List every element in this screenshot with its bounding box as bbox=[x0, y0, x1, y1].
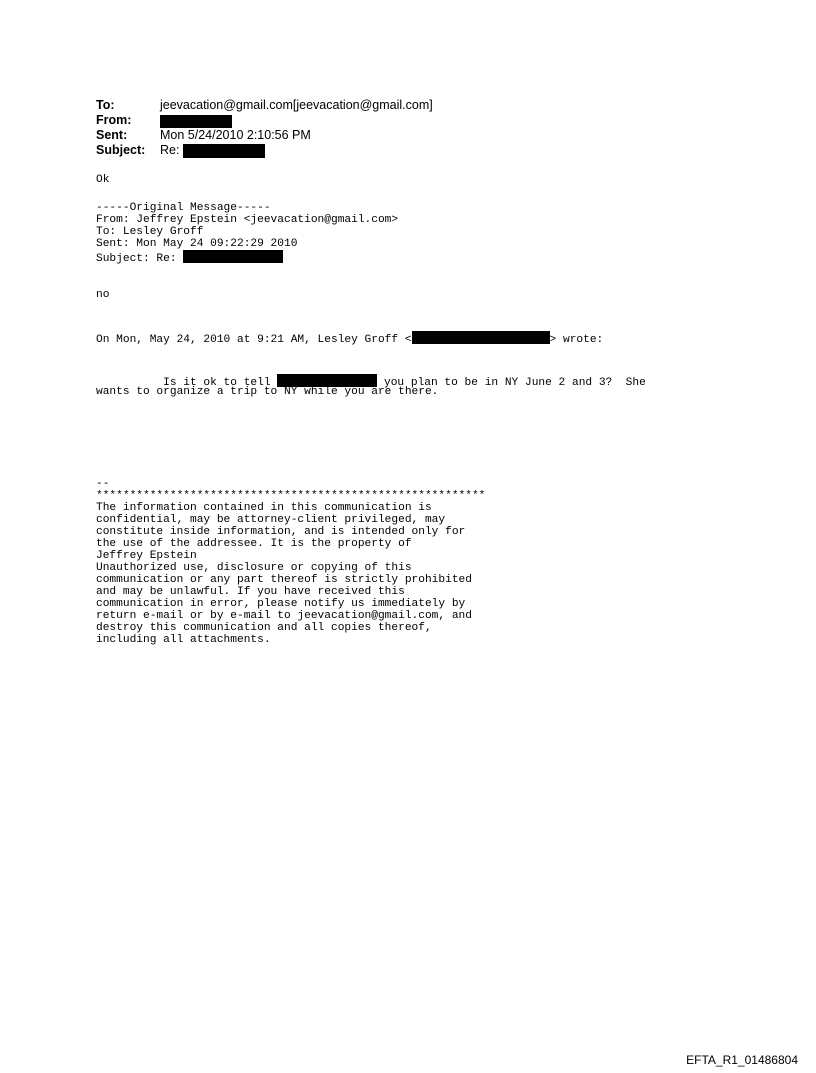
to-label: To: bbox=[96, 98, 115, 112]
subject-row bbox=[96, 143, 433, 158]
email-redaction bbox=[412, 331, 550, 344]
sent-label: Sent: bbox=[96, 128, 128, 142]
subject-value: Re: bbox=[160, 143, 180, 157]
original-subject-line bbox=[96, 250, 283, 265]
quote-line-1-end: you plan to be in NY June 2 and 3? She bbox=[377, 377, 646, 389]
to-value: jeevacation@gmail.com[jeevacation@gmail.com] bbox=[160, 98, 433, 112]
original-subject-redaction bbox=[183, 250, 283, 263]
disclaimer-line: The information contained in this communication is bbox=[96, 502, 432, 514]
disclaimer-line: communication in error, please notify us immediately by bbox=[96, 598, 466, 610]
original-message-header: -----Original Message----- bbox=[96, 202, 271, 214]
document-id: EFTA_R1_01486804 bbox=[686, 1053, 798, 1067]
original-subject: Subject: Re: bbox=[96, 253, 177, 265]
disclaimer-line: confidential, may be attorney-client privileged, may bbox=[96, 514, 446, 526]
disclaimer-line: destroy this communication and all copies thereof, bbox=[96, 622, 432, 634]
disclaimer-line: constitute inside information, and is intended only for bbox=[96, 526, 466, 538]
disclaimer-line: including all attachments. bbox=[96, 634, 271, 646]
quote-intro bbox=[96, 331, 603, 346]
original-reply: no bbox=[96, 289, 110, 301]
disclaimer-line: Unauthorized use, disclosure or copying of this bbox=[96, 562, 412, 574]
subject-label: Subject: bbox=[96, 143, 146, 157]
disclaimer-line: Jeffrey Epstein bbox=[96, 550, 197, 562]
email-header bbox=[96, 98, 433, 158]
reply-text: Ok bbox=[96, 174, 110, 186]
disclaimer-line: return e-mail or by e-mail to jeevacation@gmail.com, and bbox=[96, 610, 472, 622]
from-redaction bbox=[160, 115, 232, 128]
quote-line-2: wants to organize a trip to NY while you are there. bbox=[96, 386, 439, 398]
from-row bbox=[96, 113, 433, 128]
from-label: From: bbox=[96, 113, 132, 127]
disclaimer-line: the use of the addressee. It is the property of bbox=[96, 538, 412, 550]
signature-stars: ********************************************************** bbox=[96, 490, 486, 502]
disclaimer-line: and may be unlawful. If you have received this bbox=[96, 586, 405, 598]
original-to: To: Lesley Groff bbox=[96, 226, 204, 238]
original-sent: Sent: Mon May 24 09:22:29 2010 bbox=[96, 238, 298, 250]
sent-value: Mon 5/24/2010 2:10:56 PM bbox=[160, 128, 311, 142]
disclaimer-line: communication or any part thereof is strictly prohibited bbox=[96, 574, 472, 586]
sent-row bbox=[96, 128, 433, 143]
quote-intro-end: > wrote: bbox=[549, 334, 604, 346]
signature-dashes: -- bbox=[96, 478, 110, 490]
to-row bbox=[96, 98, 433, 113]
original-from: From: Jeffrey Epstein <jeevacation@gmail.com> bbox=[96, 214, 399, 226]
quote-line-1-start: Is it ok to tell bbox=[96, 377, 278, 389]
quote-intro-text: On Mon, May 24, 2010 at 9:21 AM, Lesley Groff < bbox=[96, 334, 412, 346]
subject-redaction bbox=[183, 144, 265, 158]
